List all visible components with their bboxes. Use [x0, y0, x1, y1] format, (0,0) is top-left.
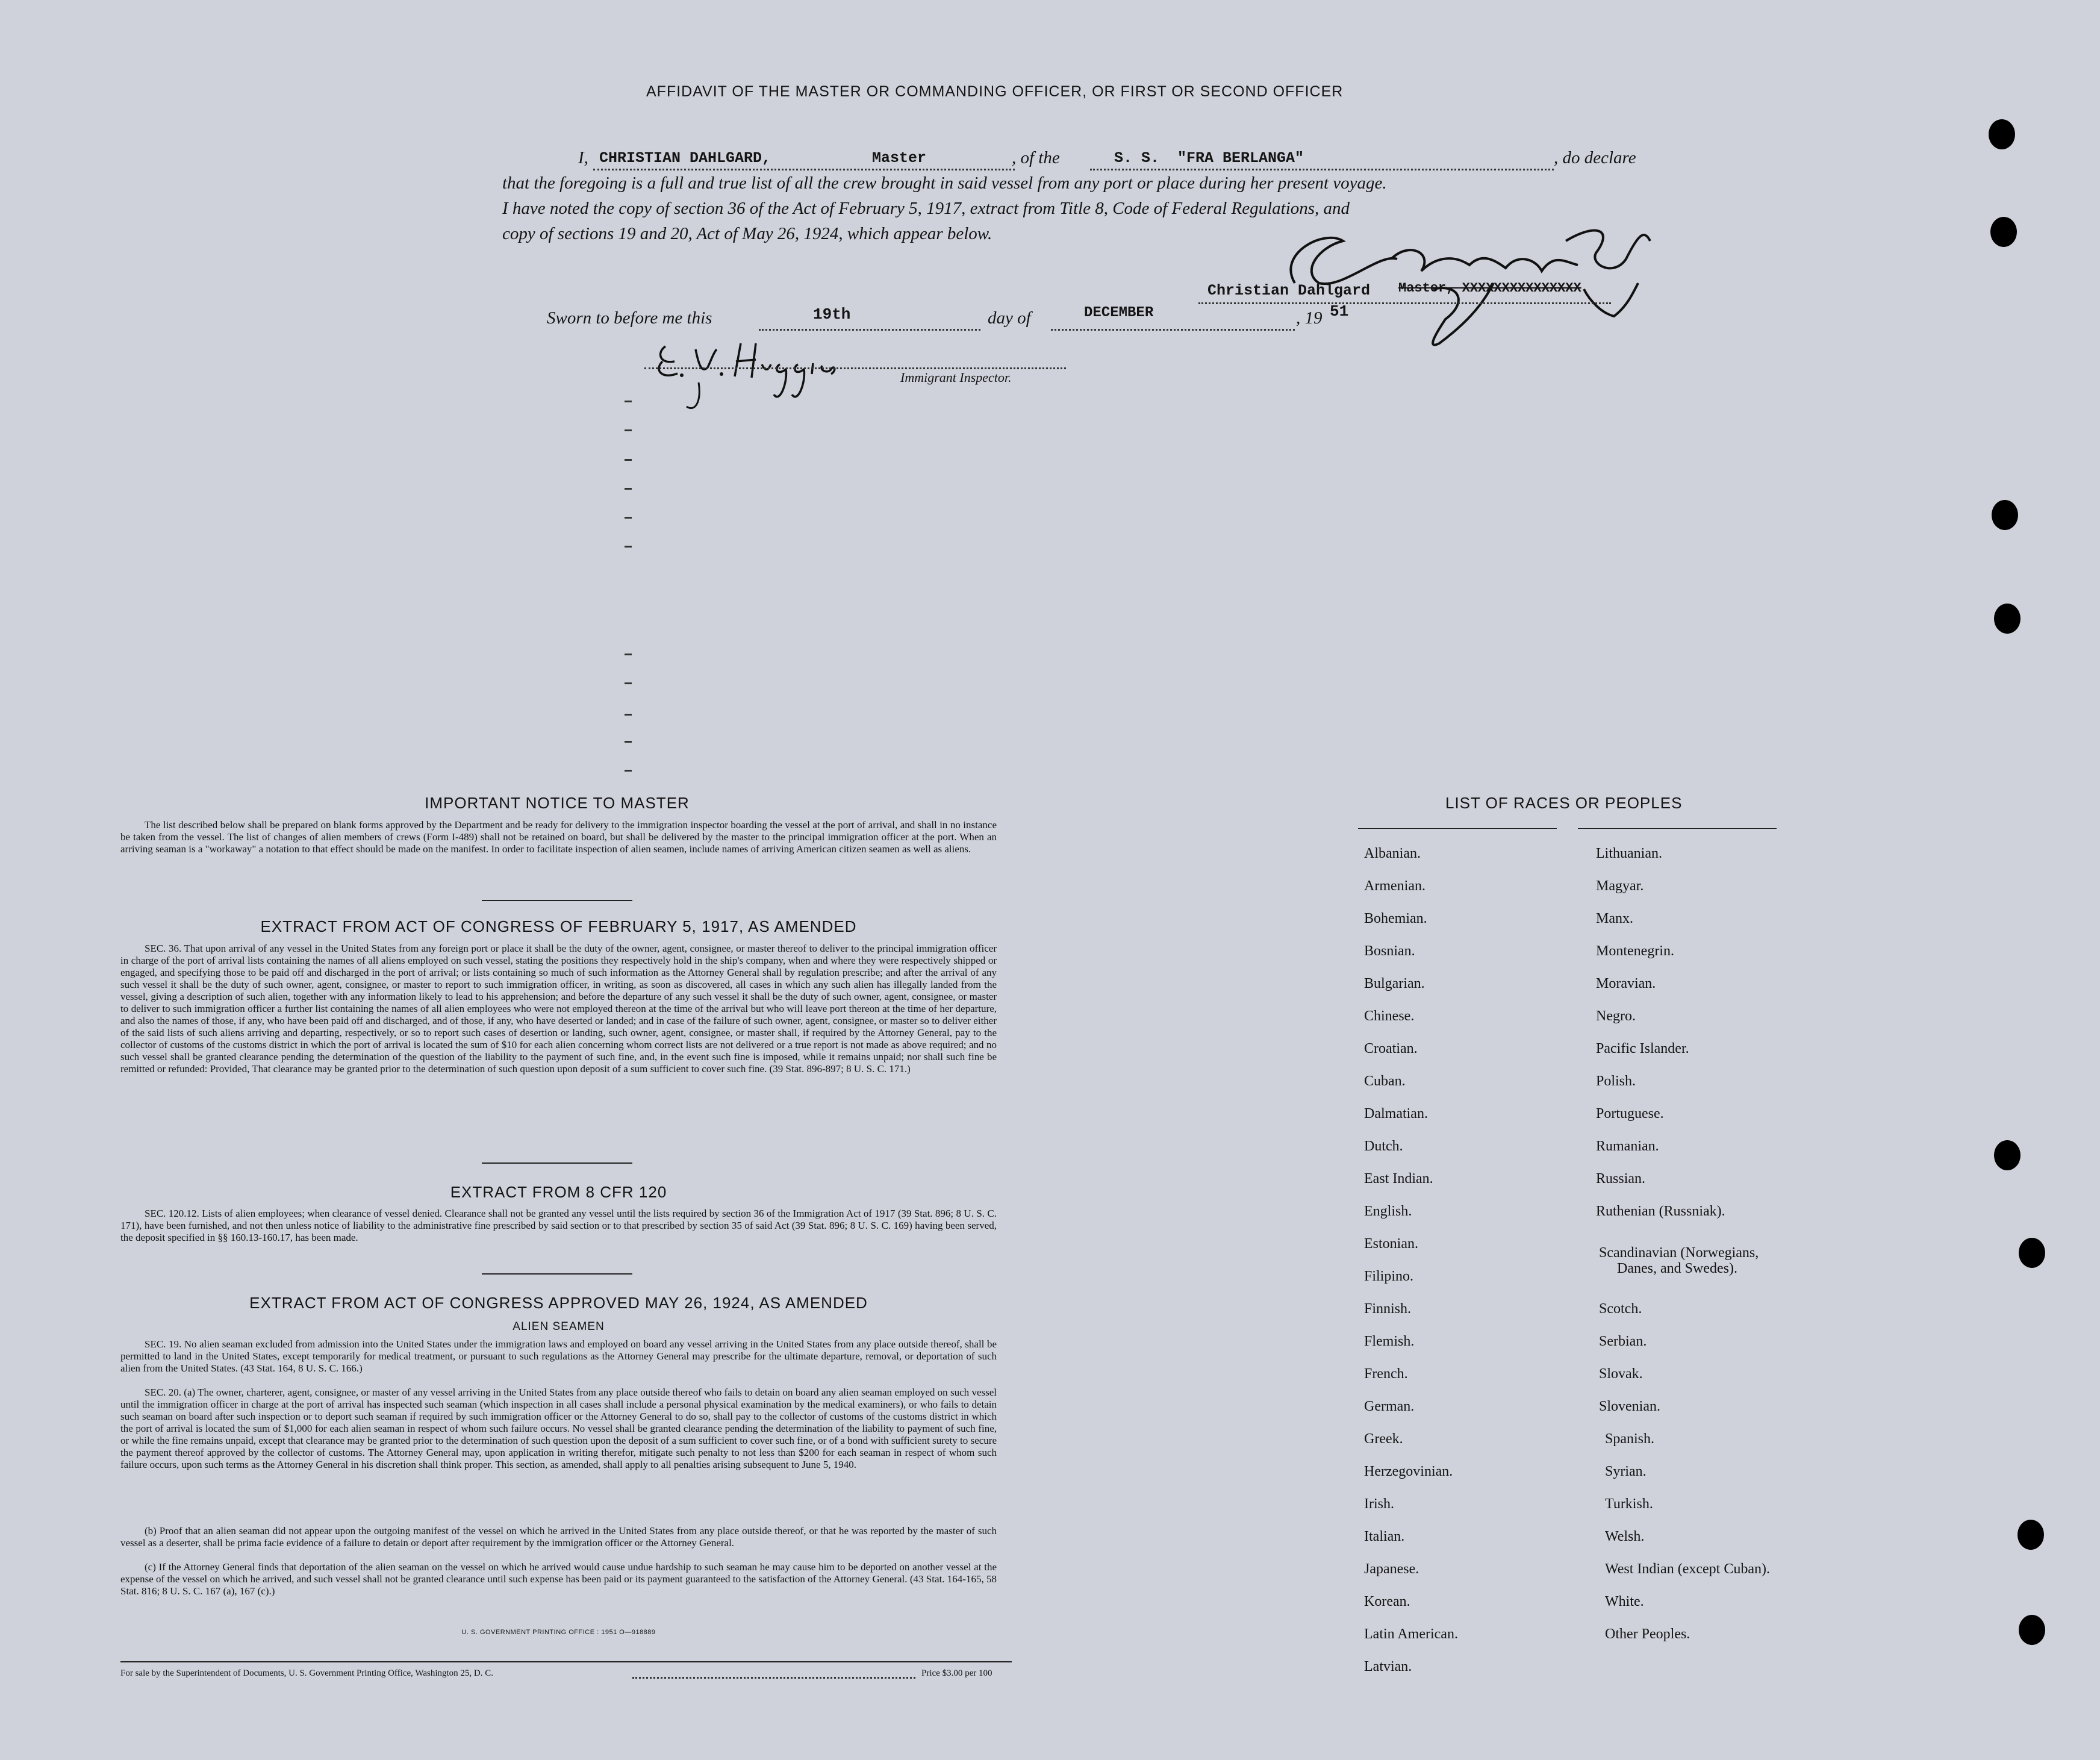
- margin-tick: [625, 546, 632, 548]
- declaration-line-4: copy of sections 19 and 20, Act of May 26, 1924, which appear below.: [502, 224, 992, 243]
- race-item: Negro.: [1596, 1008, 1636, 1024]
- race-item: Bulgarian.: [1364, 976, 1425, 991]
- margin-tick: [625, 741, 632, 743]
- race-item: Latin American.: [1364, 1626, 1458, 1642]
- race-item: Slovak.: [1599, 1366, 1643, 1382]
- sworn-day: 19th: [813, 305, 851, 323]
- race-item: Bosnian.: [1364, 943, 1415, 959]
- race-item: Latvian.: [1364, 1659, 1412, 1674]
- race-item: East Indian.: [1364, 1171, 1433, 1187]
- race-item: German.: [1364, 1399, 1415, 1414]
- of-the-text: , of the: [1012, 148, 1060, 167]
- race-item: Scandinavian (Norwegians,: [1599, 1245, 1759, 1261]
- master-rank: Master: [872, 149, 927, 167]
- sec-20a-text: SEC. 20. (a) The owner, charterer, agent, consignee, or master of any vessel arriving in the United States from any place outside thereof who fails to detain on board any alien seaman employed on such vessel until the immigration officer in charge at the port of arrival has inspected such seaman (which inspection in all cases shall include a personal physical examination by the medical examiners), or who fails to detain such seaman on board after such inspection or to deport such seaman if required by such immigration officer or the Attorney General to do so, shall pay to the collector of customs of the customs district in which the port of arrival is located the sum of $1,000 for each alien seaman in respect of whom such failure occurs. No vessel shall be granted clearance pending the determination of the liability to payment of such fine, or while the fine remains unpaid, except that clearance may be granted prior to the determination of such question upon the deposit of a sum sufficient to cover such fine, or of a bond with sufficient surety to secure the payment thereof approved by the collector of customs. The Attorney General may, upon application in writing therefor, mitigate such penalty to not less than $200 for each seaman in respect of whom such failure occurs, upon such terms as the Attorney General in his discretion shall think proper. This section, as amended, shall apply to all penalties arising subsequent to June 5, 1940.: [120, 1387, 997, 1470]
- typed-signature: Christian Dahlgard: [1207, 282, 1371, 299]
- day-of-text: day of: [988, 308, 1031, 328]
- sec-20c-text: (c) If the Attorney General finds that deportation of the alien seaman on the vessel on which he arrived would cause undue hardship to such seaman he may cause him to be deported on another vessel at the expense of the vessel on which he arrived, and such vessel shall not be granted clearance until such expense has been paid or its payment guaranteed to the satisfaction of the Attorney General. (43 Stat. 164-165, 58 Stat. 816; 8 U. S. C. 167 (a), 167 (c).): [120, 1561, 997, 1597]
- race-item: Welsh.: [1605, 1529, 1645, 1544]
- sale-dots: [632, 1672, 915, 1679]
- declaration-i: I,: [578, 148, 588, 167]
- race-item: Manx.: [1596, 911, 1633, 926]
- race-item: Irish.: [1364, 1496, 1394, 1512]
- race-item: Polish.: [1596, 1073, 1636, 1089]
- binder-hole: [1994, 1140, 2021, 1170]
- race-item: West Indian (except Cuban).: [1605, 1561, 1770, 1577]
- race-item: Filipino.: [1364, 1269, 1414, 1284]
- extract-cfr-body: SEC. 120.12. Lists of alien employees; when clearance of vessel denied. Clearance shall not be granted any vessel until the lists required by section 36 of the Immigration Act of 1917 (39 Stat. 896; 8 U. S. C. 171), have been furnished, and not then unless notice of liability to the administrative fine prescribed by said section or to that prescribed by section 35 of said Act (39 Stat. 896; 8 U. S. C. 169) having been served, the deposit specified in §§ 160.13-160.17, has been made.: [120, 1208, 997, 1243]
- margin-tick: [625, 682, 632, 684]
- extract-1917-title: EXTRACT FROM ACT OF CONGRESS OF FEBRUARY 5, 1917, AS AMENDED: [260, 917, 857, 935]
- race-item: Magyar.: [1596, 878, 1644, 894]
- sworn-month: DECEMBER: [1084, 305, 1154, 321]
- race-item: Pacific Islander.: [1596, 1041, 1689, 1056]
- binder-hole: [2019, 1615, 2045, 1645]
- sec-20b-text: (b) Proof that an alien seaman did not appear upon the outgoing manifest of the vessel on which he arrived in the United States from any place outside thereof, or that he was reported by the master of such vessel as a deserter, shall be prima facie evidence of a failure to detain or deport after requirement by the immigration officer or the Attorney General.: [120, 1525, 997, 1549]
- inspector-signature: [650, 334, 879, 419]
- race-item: White.: [1605, 1594, 1644, 1609]
- inspector-title: Immigrant Inspector.: [900, 370, 1012, 385]
- binder-hole: [1992, 500, 2018, 530]
- divider: [482, 1273, 632, 1275]
- binder-hole: [2019, 1238, 2045, 1268]
- divider: [482, 900, 632, 901]
- do-declare-text: , do declare: [1554, 148, 1636, 167]
- race-item: Chinese.: [1364, 1008, 1415, 1024]
- race-item: Cuban.: [1364, 1073, 1406, 1089]
- race-item: Slovenian.: [1599, 1399, 1660, 1414]
- sale-notice: For sale by the Superintendent of Documents, U. S. Government Printing Office, Washington 25, D. C.: [120, 1668, 493, 1678]
- race-item: Lithuanian.: [1596, 846, 1662, 861]
- sworn-day-field: [759, 310, 980, 331]
- inspector-line: [644, 349, 1066, 369]
- master-name: CHRISTIAN DAHLGARD,: [599, 149, 771, 167]
- signature-title: Master, XXXXXXXXXXXXXXX: [1398, 281, 1581, 296]
- binder-hole: [2017, 1520, 2044, 1550]
- binder-hole: [1990, 217, 2017, 247]
- extract-1924-subtitle: ALIEN SEAMEN: [513, 1320, 605, 1333]
- binder-hole: [1994, 604, 2021, 634]
- footer-rule: [120, 1661, 1012, 1662]
- extract-1917-body: SEC. 36. That upon arrival of any vessel in the United States from any foreign port or place it shall be the duty of the owner, agent, consignee, or master thereof to deliver to the principal immigration officer in charge of the port of arrival lists containing the names of all aliens employed on such vessel, stating the positions they respectively hold in the ship's company, when and where they were respectively shipped or engaged, and specifying those to be paid off and discharged in the port of arrival; or lists containing so much of such information as the Attorney General shall by regulation prescribe; and after the arrival of any such vessel it shall be the duty of such owner, agent, consignee, or master to report to such immigration officer, in writing, as soon as discovered, all cases in which any such alien has illegally landed from the vessel, giving a description of such alien, together with any information likely to lead to his apprehension; and before the departure of any such vessel it shall be the duty of such owner, agent, consignee, or master to deliver to such immigration officer a further list containing the names of all alien employees who were not employed thereon at the time of the arrival but who will leave port thereon at the time of her departure, and also the names of those, if any, who have been paid off and discharged, and of those, if any, who have deserted or landed; and in case of the failure of such owner, agent, consignee, or master so to deliver either of the said lists of such aliens arriving and departing, respectively, or so to report such cases of desertion or landing, such owner, agent, consignee, or master shall, if required by the Attorney General, pay to the collector of customs of the customs district in which the port of arrival is located the sum of $10 for each alien concerning whom correct lists are not delivered or a true report is not made as above required; and no such vessel shall be granted clearance pending the determination of the question of the liability to the payment of such fine, and, in the event such fine is imposed, while it remains unpaid; nor shall such fine be remitted or refunded: Provided, That clearance may be granted prior to the determination of such question upon deposit of a sum sufficient to cover such fine. (39 Stat. 896-897; 8 U. S. C. 171.): [120, 943, 997, 1075]
- race-item: Syrian.: [1605, 1464, 1647, 1479]
- race-item: Bohemian.: [1364, 911, 1427, 926]
- race-item: Other Peoples.: [1605, 1626, 1690, 1642]
- margin-tick: [625, 401, 632, 402]
- race-item: Greek.: [1364, 1431, 1403, 1447]
- race-item: Moravian.: [1596, 976, 1656, 991]
- sale-price: Price $3.00 per 100: [921, 1668, 992, 1678]
- races-rule-left: [1358, 828, 1557, 829]
- race-item: Rumanian.: [1596, 1138, 1659, 1154]
- margin-tick: [625, 429, 632, 431]
- race-item: Armenian.: [1364, 878, 1425, 894]
- races-title: LIST OF RACES OR PEOPLES: [1445, 794, 1683, 812]
- margin-tick: [625, 714, 632, 716]
- extract-1924-title: EXTRACT FROM ACT OF CONGRESS APPROVED MAY 26, 1924, AS AMENDED: [249, 1294, 868, 1312]
- affidavit-title: AFFIDAVIT OF THE MASTER OR COMMANDING OFFICER, OR FIRST OR SECOND OFFICER: [646, 83, 1344, 100]
- declaration-line-2: that the foregoing is a full and true list of all the crew brought in said vessel from any port or place during her present voyage.: [502, 173, 1387, 193]
- declaration-line-3: I have noted the copy of section 36 of the Act of February 5, 1917, extract from Title 8, Code of Federal Regulations, and: [502, 199, 1350, 218]
- race-item: Danes, and Swedes).: [1617, 1261, 1737, 1276]
- race-item: English.: [1364, 1203, 1412, 1219]
- race-item: Ruthenian (Russniak).: [1596, 1203, 1725, 1219]
- race-item: Montenegrin.: [1596, 943, 1674, 959]
- race-item: Flemish.: [1364, 1334, 1415, 1349]
- race-item: Albanian.: [1364, 846, 1421, 861]
- notice-body: The list described below shall be prepared on blank forms approved by the Department and be ready for delivery to the immigration inspector boarding the vessel at the port of arrival, and shall in no instance be taken from the vessel. The list of changes of alien members of crews (Form I-489) shall not be retained on board, but shall be delivered by the master to the principal immigration officer at the port. When an arriving seaman is a "workaway" a notation to that effect should be made on the manifest. In order to facilitate inspection of alien seamen, include names of arriving American citizen seamen as well as aliens.: [120, 819, 997, 855]
- binder-hole: [1989, 119, 2015, 149]
- race-item: Portuguese.: [1596, 1106, 1664, 1122]
- race-item: Russian.: [1596, 1171, 1646, 1187]
- race-item: Turkish.: [1605, 1496, 1653, 1512]
- race-item: Scotch.: [1599, 1301, 1642, 1317]
- races-rule-right: [1578, 828, 1777, 829]
- year-prefix: , 19: [1296, 308, 1323, 328]
- race-item: Serbian.: [1599, 1334, 1647, 1349]
- sworn-prefix: Sworn to before me this: [547, 308, 712, 328]
- race-item: Japanese.: [1364, 1561, 1419, 1577]
- race-item: Dutch.: [1364, 1138, 1403, 1154]
- notice-title: IMPORTANT NOTICE TO MASTER: [425, 794, 690, 812]
- margin-tick: [625, 654, 632, 655]
- margin-tick: [625, 488, 632, 490]
- race-item: Korean.: [1364, 1594, 1410, 1609]
- year-suffix: 51: [1330, 302, 1349, 320]
- extract-cfr-title: EXTRACT FROM 8 CFR 120: [450, 1183, 667, 1201]
- race-item: Spanish.: [1605, 1431, 1655, 1447]
- vessel-name: S. S. "FRA BERLANGA": [1114, 149, 1304, 167]
- race-item: Herzegovinian.: [1364, 1464, 1453, 1479]
- printing-office: U. S. GOVERNMENT PRINTING OFFICE : 1951 O—918889: [461, 1629, 656, 1636]
- sec-19-text: SEC. 19. No alien seaman excluded from admission into the United States under the immigration laws and employed on board any vessel arriving in the United States from any place outside thereof, shall be permitted to land in the United States, except temporarily for medical treatment, or pursuant to such regulations as the Attorney General may prescribe for the ultimate departure, removal, or deportation of such alien from the United States. (43 Stat. 164, 8 U. S. C. 166.): [120, 1338, 997, 1374]
- race-item: Croatian.: [1364, 1041, 1418, 1056]
- margin-tick: [625, 459, 632, 461]
- margin-tick: [625, 770, 632, 772]
- race-item: Italian.: [1364, 1529, 1405, 1544]
- race-item: Finnish.: [1364, 1301, 1412, 1317]
- race-item: Dalmatian.: [1364, 1106, 1428, 1122]
- race-item: French.: [1364, 1366, 1408, 1382]
- margin-tick: [625, 517, 632, 519]
- divider: [482, 1162, 632, 1164]
- race-item: Estonian.: [1364, 1236, 1418, 1252]
